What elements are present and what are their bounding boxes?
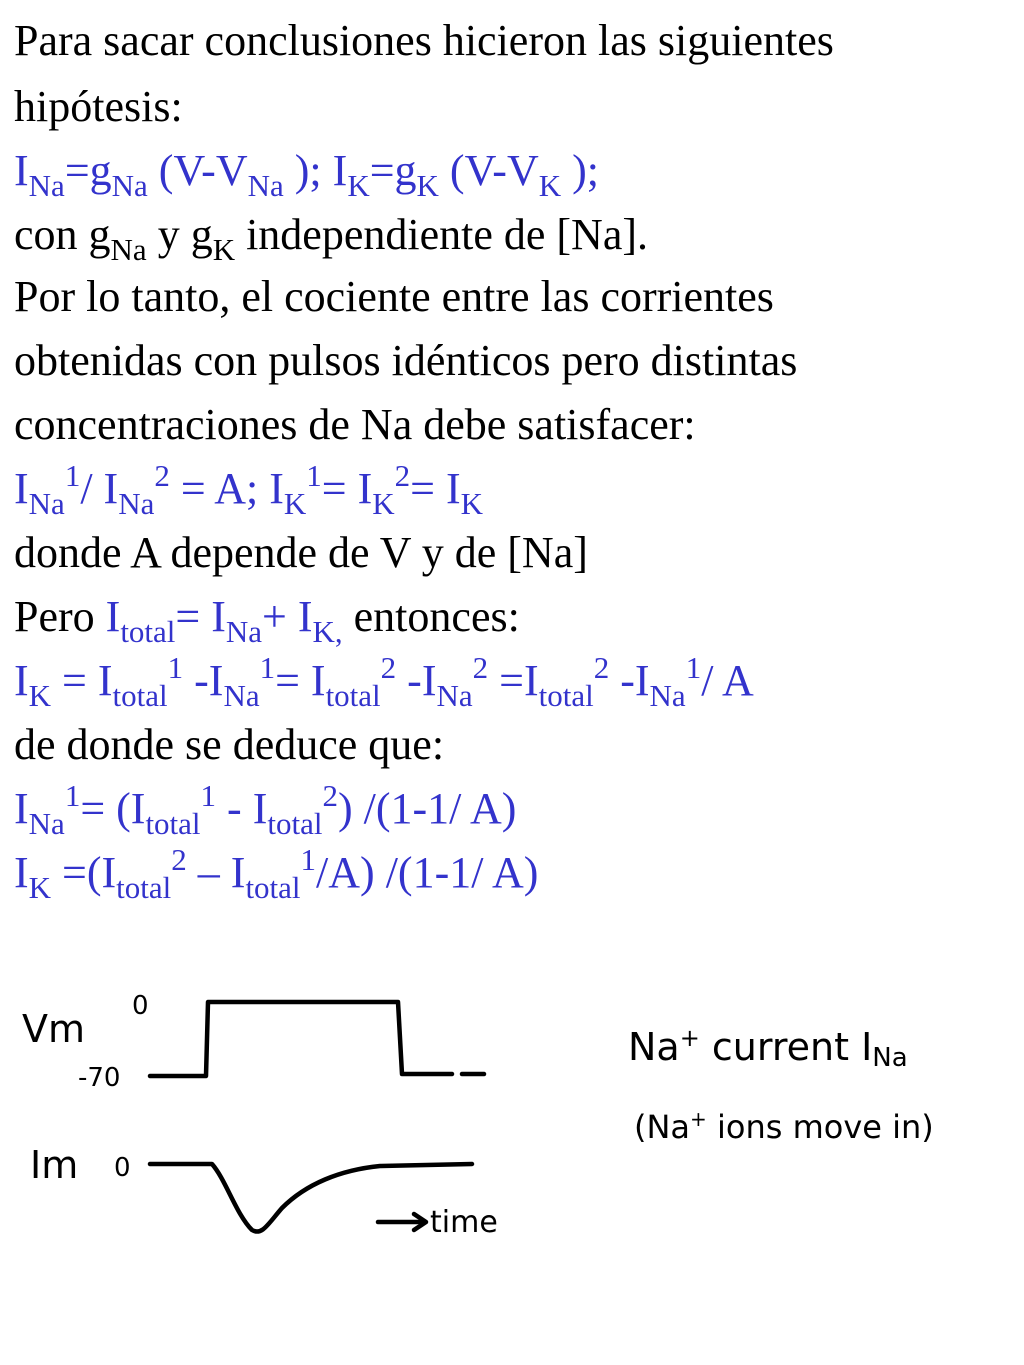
eq-term: -I [396, 656, 437, 705]
eq-subscript: total [116, 870, 172, 905]
text-line-1: Para sacar conclusiones hicieron las siguientes [14, 16, 834, 65]
eq-subscript: K [538, 168, 562, 203]
eq-term: – I [186, 848, 246, 897]
eq-subscript: total [325, 678, 381, 713]
text-subscript: K [212, 232, 236, 267]
eq-subscript: Na [111, 168, 148, 203]
eq-subscript: Na [118, 486, 155, 521]
eq-subscript: K [372, 486, 395, 521]
voltage-step-trace [150, 1002, 452, 1076]
eq-term: (V-V [147, 146, 248, 195]
eq-superscript: 2 [472, 650, 489, 685]
eq-subscript: K [416, 168, 439, 203]
eq-term: + I [262, 592, 313, 641]
voltage-clamp-sketch [0, 960, 1024, 1280]
eq-superscript: 1 [685, 650, 702, 685]
paragraph-line-1 [14, 16, 834, 66]
eq-term: -I [609, 656, 650, 705]
eq-term: = A; I [169, 464, 284, 513]
eq-superscript: 2 [171, 842, 187, 877]
eq-subscript: K [28, 678, 52, 713]
eq-subscript: Na [28, 806, 65, 841]
eq-subscript: Na [28, 168, 65, 203]
eq-term: ); [561, 146, 600, 195]
text-line-12: de donde se deduce que: [14, 720, 445, 769]
eq-subscript: K [347, 168, 370, 203]
eq-subscript: total [538, 678, 594, 713]
eq-subscript: K [28, 870, 52, 905]
paragraph-line-5 [14, 272, 774, 322]
paragraph-line-4 [14, 210, 649, 267]
text-fragment: y g [146, 210, 213, 259]
eq-term: = I [321, 464, 373, 513]
eq-term: -I [183, 656, 224, 705]
eq-inline [105, 592, 343, 649]
note-text: current I [699, 1025, 873, 1069]
eq-subscript: Na [28, 486, 65, 521]
note-superscript: + [690, 1107, 707, 1131]
eq-subscript: Na [225, 614, 263, 649]
na-current-note [628, 1024, 908, 1073]
paragraph-line-7 [14, 400, 696, 450]
eq-term: - I [216, 784, 268, 833]
text-line-2: hipótesis: [14, 82, 183, 131]
text-line-5: Por lo tanto, el cociente entre las corrientes [14, 272, 774, 321]
eq-term: ); I [283, 146, 348, 195]
ions-move-in-note [634, 1107, 934, 1146]
text-fragment: independiente de [Na]. [235, 210, 649, 259]
eq-term: / A [701, 656, 754, 705]
eq-superscript: 2 [593, 650, 610, 685]
eq-term: I [14, 656, 29, 705]
eq-superscript: 2 [322, 778, 338, 813]
eq-subscript: Na [436, 678, 473, 713]
note-subscript: Na [872, 1043, 908, 1073]
eq-subscript: total [112, 678, 168, 713]
time-label: time [430, 1205, 498, 1240]
eq-subscript: Na [247, 168, 284, 203]
eq-superscript: 2 [380, 650, 397, 685]
eq-superscript: 2 [154, 458, 170, 493]
eq-term: =g [369, 146, 417, 195]
eq-term: I [105, 592, 121, 641]
eq-term: = I [51, 656, 113, 705]
note-text: Na [628, 1025, 680, 1069]
paragraph-line-10 [14, 592, 520, 649]
text-fragment: Pero [14, 592, 106, 641]
vm-label: Vm [22, 1007, 86, 1051]
eq-subscript: Na [223, 678, 260, 713]
eq-term: =g [64, 146, 112, 195]
eq-term: I [14, 146, 29, 195]
eq-subscript: K [460, 486, 484, 521]
eq-superscript: 1 [167, 650, 184, 685]
note-superscript: + [679, 1024, 700, 1052]
paragraph-line-12 [14, 720, 444, 770]
eq-subscript: Na [649, 678, 686, 713]
note-text: (Na [634, 1108, 691, 1146]
eq-subscript: total [245, 870, 301, 905]
eq-superscript: 1 [64, 778, 81, 813]
eq-term: = I [275, 656, 326, 705]
text-line-9: donde A depende de V y de [Na] [14, 528, 588, 577]
eq-subscript: total [145, 806, 201, 841]
text-line-6: obtenidas con pulsos idénticos pero distintas [14, 336, 798, 385]
text-fragment: entonces: [342, 592, 520, 641]
vm-minus70-label: -70 [78, 1063, 121, 1093]
eq-subscript: total [267, 806, 323, 841]
im-label: Im [30, 1143, 79, 1187]
equation-ik-result [14, 842, 539, 905]
equation-ik-derivation [14, 650, 754, 713]
eq-term: = I [410, 464, 461, 513]
eq-superscript: 1 [64, 458, 81, 493]
eq-term: =(I [51, 848, 117, 897]
equation-ratio [14, 458, 484, 521]
eq-term: I [14, 464, 29, 513]
eq-term: /A) /(1-1/ A) [316, 848, 539, 897]
text-fragment: con g [14, 210, 111, 259]
eq-subscript: K, [312, 614, 343, 649]
eq-term: = I [175, 592, 226, 641]
text-line-7: concentraciones de Na debe satisfacer: [14, 400, 696, 449]
im-zero-label: 0 [114, 1153, 131, 1183]
eq-subscript: K [283, 486, 307, 521]
vm-zero-label: 0 [132, 991, 149, 1021]
eq-term: (V-V [438, 146, 539, 195]
eq-term: I [14, 848, 29, 897]
eq-term: = (I [80, 784, 146, 833]
text-subscript: Na [110, 232, 147, 267]
eq-term: =I [488, 656, 539, 705]
eq-superscript: 2 [394, 458, 411, 493]
paragraph-line-9 [14, 528, 588, 578]
paragraph-line-6 [14, 336, 797, 386]
equation-ina-result [14, 778, 517, 841]
eq-term: ) /(1-1/ A) [337, 784, 517, 833]
eq-term: I [14, 784, 29, 833]
paragraph-line-2 [14, 82, 183, 132]
eq-superscript: 1 [259, 650, 276, 685]
note-text: ions move in) [706, 1108, 934, 1146]
eq-superscript: 1 [300, 842, 317, 877]
equation-currents [14, 146, 600, 203]
eq-superscript: 1 [200, 778, 217, 813]
eq-superscript: 1 [306, 458, 322, 493]
eq-subscript: total [120, 614, 176, 649]
eq-term: / I [80, 464, 119, 513]
